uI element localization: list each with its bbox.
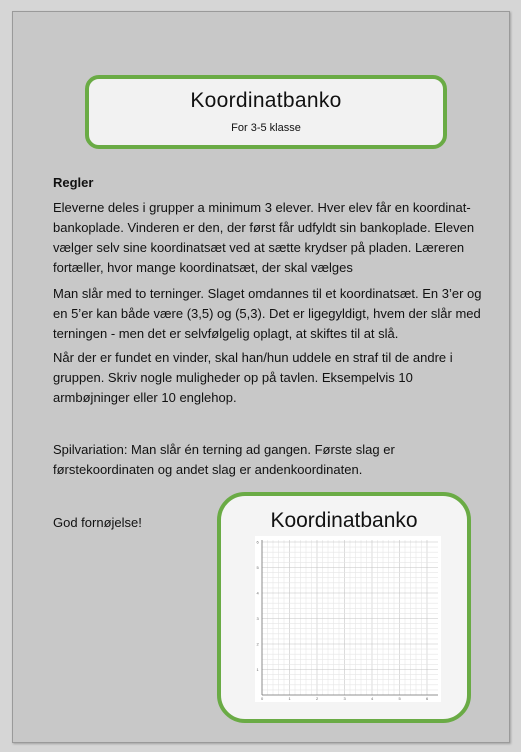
variation-paragraph: Spilvariation: Man slår én terning ad gangen. Første slag er førstekoordinaten og andet slag er andenkoordinaten. xyxy=(53,442,395,477)
y-tick-label: 1 xyxy=(256,667,259,672)
y-tick-label: 6 xyxy=(256,539,259,545)
x-tick-label: 2 xyxy=(316,696,319,701)
x-tick-label: 6 xyxy=(426,696,429,701)
rules-paragraph-3 xyxy=(53,348,485,408)
x-tick-label: 3 xyxy=(343,696,346,701)
rules-paragraph-text: Man slår med to terninger. Slaget omdannes til et koordinatsæt. En 3’er og en 5’er kan både være (3,5) og (5,3). Det er ligegyldigt, hvem der slår med terningen - men det er selvfølgelig oplagt, at skiftes til at slå. xyxy=(53,286,482,341)
coordinate-grid-svg xyxy=(255,536,441,702)
rules-paragraph-1 xyxy=(53,198,485,278)
card-title: Koordinatbanko xyxy=(270,509,418,532)
rules-paragraph-2 xyxy=(53,284,485,344)
document-title: Koordinatbanko xyxy=(190,89,342,112)
x-tick-label: 1 xyxy=(288,696,291,701)
y-tick-label: 4 xyxy=(256,590,259,596)
x-tick-label: 0 xyxy=(261,696,264,701)
closing-text: God fornøjelse! xyxy=(53,515,142,530)
title-box xyxy=(85,75,447,149)
x-tick-label: 4 xyxy=(371,696,374,701)
y-tick-label: 3 xyxy=(256,616,259,621)
y-tick-label: 5 xyxy=(256,565,259,570)
document-subtitle: For 3-5 klasse xyxy=(231,122,301,134)
rules-paragraph-text: Eleverne deles i grupper a minimum 3 elever. Hver elev får en koordinat-bankoplade. Vinderen er den, der først får udfyldt sin bankoplade. Eleven vælger selv sine koordinatsæt ved at sætte krydser på pladen. Læreren fortæller, hvor mange koordinatsæt, der skal vælges xyxy=(53,200,475,275)
bingo-card xyxy=(217,492,471,723)
rules-paragraph-text: Når der er fundet en vinder, skal han/hun uddele en straf til de andre i gruppen. Skriv nogle muligheder op på tavlen. Eksempelvis 10 armbøjninger eller 10 englehop. xyxy=(53,350,453,405)
coordinate-grid xyxy=(255,536,441,702)
x-tick-label: 5 xyxy=(398,696,401,701)
rules-heading: Regler xyxy=(53,175,94,190)
y-tick-label: 2 xyxy=(256,641,259,647)
